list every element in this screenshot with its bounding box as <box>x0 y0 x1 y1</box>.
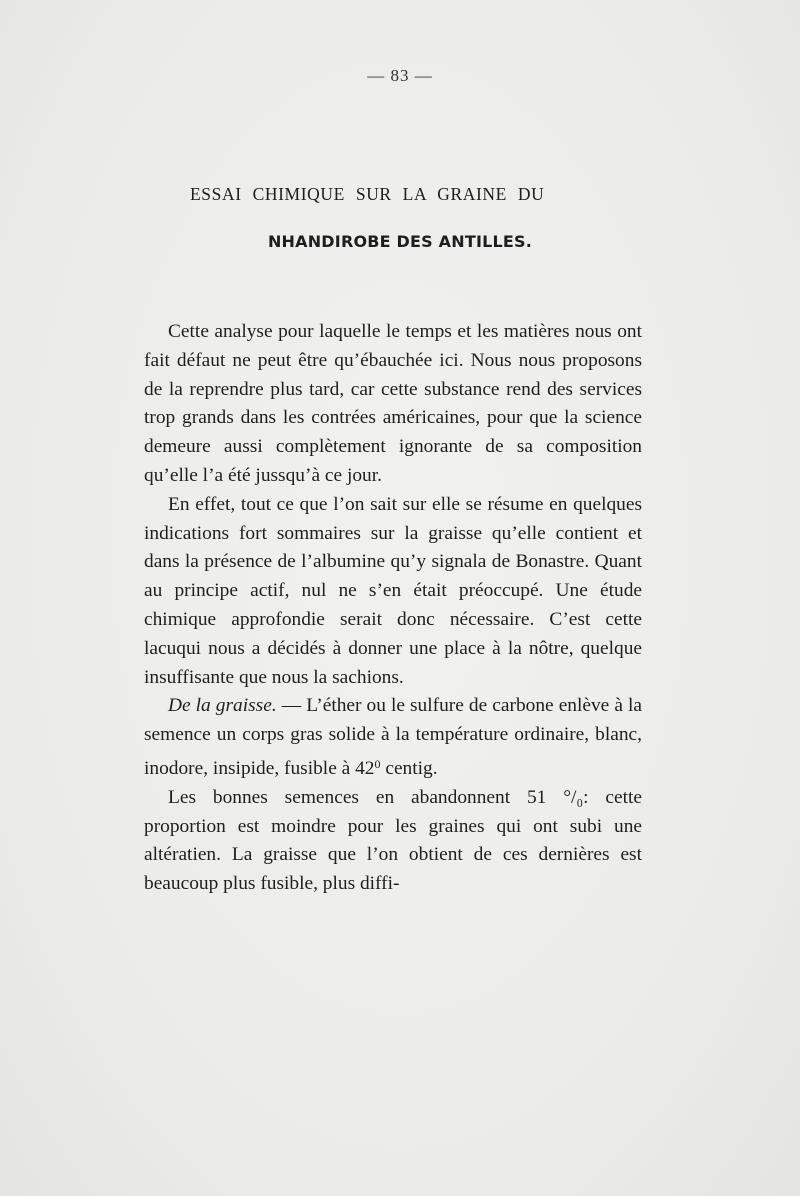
paragraph-2: En effet, tout ce que l’on sait sur elle se résume en quelques indications fort sommaires sur la graisse qu’elle contient et dans la présence de l’albumine qu’y signala de Bonastre. Quant au principe actif, nul ne s’en était préoccupé. Une étude chimique approfondie serait donc nécessaire. C’est cette lacuqui nous a décidés à donner une place à la nôtre, quelque insuffisante que nous la sachions. <box>144 493 642 688</box>
chapter-title-line-1: ESSAI CHIMIQUE SUR LA GRAINE DU <box>190 184 545 204</box>
paragraph-1: Cette analyse pour laquelle le temps et les matières nous ont fait défaut ne peut être qu’ébauchée ici. Nous nous proposons de la reprendre plus tard, car cette substance rend des services trop grands dans les contrées américaines, pour que la science demeure aussi complètement ignorante de sa composition qu’elle l’a été jussqu’à ce jour. <box>144 321 642 486</box>
paragraph-3-text-end: centig. <box>380 757 438 779</box>
page-number: — 83 — <box>367 66 433 85</box>
chapter-title-line-2: NHANDIROBE DES ANTILLES. <box>267 232 533 251</box>
paragraph-3-text: — L’éther ou le sulfure de carbone enlève à la semence un corps gras solide à la température ordinaire, blanc, inodore, insipide, fusible à 42 <box>144 695 643 779</box>
section-lead-italic: De la graisse. <box>168 695 277 717</box>
paragraph-4: Les bonnes semences en abandonnent 51 °/₀: cette proportion est moindre pour les graines qui ont subi une altératien. La graisse que l’on obtient de ces dernières est beaucoup plus fusible, plus diffi- <box>144 786 642 895</box>
paragraph-3 <box>144 692 642 783</box>
degree-superscript: 0 <box>374 756 381 771</box>
body-text <box>144 318 642 899</box>
